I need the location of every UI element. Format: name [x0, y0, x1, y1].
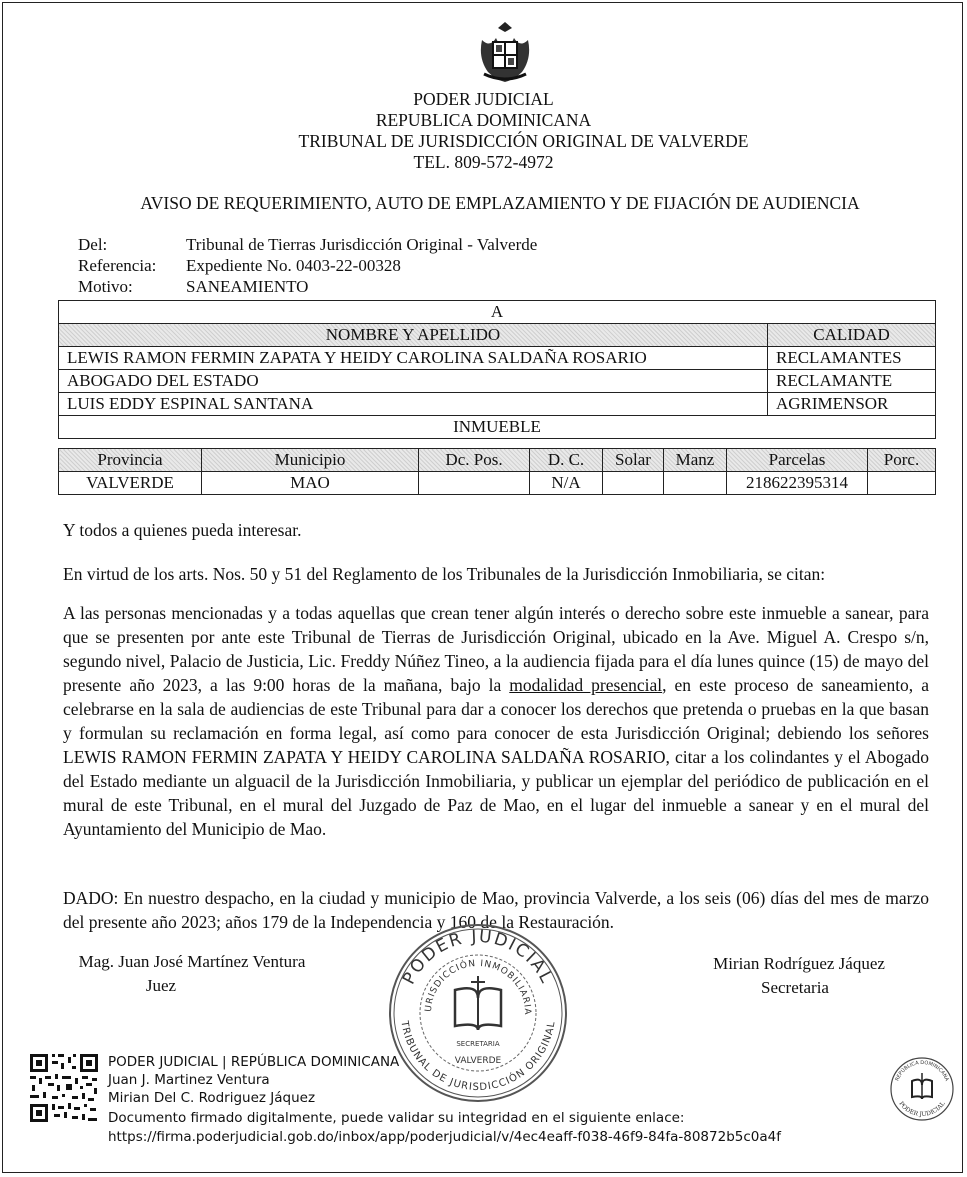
motivo-label: Motivo: — [78, 277, 133, 296]
table-row — [59, 370, 936, 393]
col-solar: Solar — [603, 449, 664, 472]
judge-title: Juez — [145, 976, 177, 995]
table-row — [59, 472, 936, 495]
inmueble-header: INMUEBLE — [59, 416, 936, 439]
party-name: LEWIS RAMON FERMIN ZAPATA Y HEIDY CAROLINA SALDAÑA ROSARIO — [59, 347, 768, 370]
col-nombre-header: NOMBRE Y APELLIDO — [59, 324, 768, 347]
modalidad-presencial: modalidad presencial — [509, 675, 663, 695]
document-title: AVISO DE REQUERIMIENTO, AUTO DE EMPLAZAMIENTO Y DE FIJACIÓN DE AUDIENCIA — [140, 193, 860, 213]
footer-signer-judge: Juan J. Martinez Ventura — [108, 1072, 270, 1088]
cell-parcelas: 218622395314 — [727, 472, 868, 495]
party-name: LUIS EDDY ESPINAL SANTANA — [59, 393, 768, 416]
col-provincia: Provincia — [59, 449, 202, 472]
party-calidad: AGRIMENSOR — [768, 393, 936, 416]
coat-of-arms-icon — [474, 18, 536, 84]
paragraph-dado: DADO: En nuestro despacho, en la ciudad y municipio de Mao, provincia Valverde, a los seis (06) días del mes de marzo del presente año 2023; años 179 de la Independencia y 160 de la Restauración. — [63, 888, 929, 932]
seal-inner-text: URISDICCIÓN INMOBILIARIA — [423, 958, 533, 1016]
paragraph-citacion — [63, 601, 929, 841]
cell-porc — [868, 472, 936, 495]
col-calidad-header: CALIDAD — [768, 324, 936, 347]
col-dc: D. C. — [530, 449, 603, 472]
col-manz: Manz — [664, 449, 727, 472]
col-municipio: Municipio — [202, 449, 419, 472]
seal-center-label: SECRETARIA — [456, 1040, 500, 1048]
property-table — [58, 448, 936, 495]
paragraph-virtud: En virtud de los arts. Nos. 50 y 51 del Reglamento de los Tribunales de la Jurisdicción Inmobiliaria, se citan: — [63, 564, 826, 584]
secretary-name: Mirian Rodríguez Jáquez — [713, 954, 885, 973]
small-seal-bottom-text: PODER JUDICIAL — [897, 1100, 947, 1119]
col-dc-pos: Dc. Pos. — [419, 449, 530, 472]
table-row — [59, 347, 936, 370]
party-calidad: RECLAMANTES — [768, 347, 936, 370]
footer-institution: PODER JUDICIAL | REPÚBLICA DOMINICANA — [108, 1054, 400, 1070]
qr-code-icon — [28, 1052, 100, 1124]
judge-name: Mag. Juan José Martínez Ventura — [78, 952, 306, 971]
motivo-value: SANEAMIENTO — [186, 277, 309, 296]
cell-municipio: MAO — [202, 472, 419, 495]
table-row — [59, 393, 936, 416]
seal-center-place: VALVERDE — [454, 1056, 502, 1066]
footer-signer-secretary: Mirian Del C. Rodriguez Jáquez — [108, 1090, 316, 1106]
footer-validation-note: Documento firmado digitalmente, puede validar su integridad en el siguiente enlace: — [108, 1110, 685, 1126]
secretary-title: Secretaria — [761, 978, 829, 997]
seal-bottom-text: TRIBUNAL DE JURISDICCIÓN ORIGINAL — [398, 1020, 558, 1094]
seal-top-text: PODER JUDICIAL — [399, 926, 558, 988]
small-seal-top-text: REPÚBLICA DOMINICANA — [894, 1059, 950, 1083]
parties-table — [58, 300, 936, 439]
referencia-value: Expediente No. 0403-22-00328 — [186, 256, 401, 275]
col-parcelas: Parcelas — [727, 449, 868, 472]
parties-a-header: A — [59, 301, 936, 324]
del-label: Del: — [78, 235, 108, 254]
footer-validation-link[interactable]: https://firma.poderjudicial.gob.do/inbox/app/poderjudicial/v/4ec4eaff-f038-46f9-84fa-80872b5c0a4f — [108, 1129, 781, 1145]
poder-judicial-logo-icon — [888, 1055, 956, 1123]
col-porc: Porc. — [868, 449, 936, 472]
header-republica: REPUBLICA DOMINICANA — [375, 110, 592, 130]
party-calidad: RECLAMANTE — [768, 370, 936, 393]
cell-dc-pos — [419, 472, 530, 495]
cell-provincia: VALVERDE — [59, 472, 202, 495]
cell-solar — [603, 472, 664, 495]
header-telephone: TEL. 809-572-4972 — [413, 152, 554, 172]
paragraph-citacion-part2: , en este proceso de saneamiento, a celebrarse en la sala de audiencias de este Tribunal para dar a conocer los derechos que pretenda o pruebas en la que basan y formulan su reclamación en forma legal, así como para conocer de esta Jurisdicción Original; debiendo los señores LEWIS RAMON FERMIN ZAPATA Y HEIDY CAROLINA SALDAÑA ROSARIO, citar a los colindantes y el Abogado del Estado mediante un alguacil de la Jurisdicción Inmobiliaria, y publicar un ejemplar del periódico de publicación en el mural de este Tribunal, en el mural del Juzgado de Paz de Mao, en el lugar del inmueble a sanear y en el mural del Ayuntamiento del Municipio de Mao. — [63, 675, 929, 839]
del-value: Tribunal de Tierras Jurisdicción Original - Valverde — [186, 235, 538, 254]
paragraph-citacion-part1: A las personas mencionadas y a todas aquellas que crean tener algún interés o derecho sobre este inmueble a sanear, para que se presenten por ante este Tribunal de Tierras de Jurisdicción Original, ubicado en la Ave. Miguel A. Crespo s/n, segundo nivel, Palacio de Justicia, Lic. Freddy Núñez Tineo, a la audiencia fijada para el día lunes quince (15) de mayo del presente año 2023, a las 9:00 horas de la mañana, bajo la — [63, 603, 929, 695]
party-name: ABOGADO DEL ESTADO — [59, 370, 768, 393]
official-seal-icon — [383, 918, 573, 1108]
paragraph-interesar: Y todos a quienes pueda interesar. — [63, 520, 302, 540]
cell-manz — [664, 472, 727, 495]
header-tribunal: TRIBUNAL DE JURISDICCIÓN ORIGINAL DE VALVERDE — [298, 131, 749, 151]
referencia-label: Referencia: — [78, 256, 157, 275]
cell-dc: N/A — [530, 472, 603, 495]
header-poder-judicial: PODER JUDICIAL — [413, 89, 554, 109]
